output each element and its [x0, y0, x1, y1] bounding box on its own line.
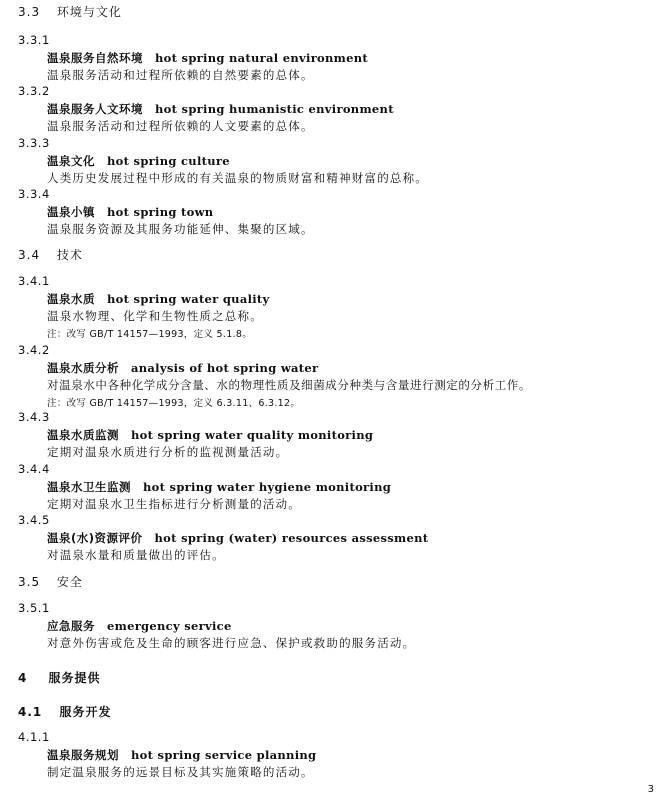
entry-number: 3.4.3 [18, 410, 50, 424]
term-en: hot spring town [107, 205, 214, 219]
term-en: emergency service [107, 619, 232, 633]
section-heading [18, 573, 83, 590]
term-cn: 温泉水卫生监测 [47, 480, 131, 494]
term-en: analysis of hot spring water [131, 361, 319, 375]
term-title [47, 618, 232, 634]
chapter-title: 服务提供 [48, 671, 101, 685]
chapter-heading [18, 669, 101, 686]
term-title [47, 50, 368, 66]
section-heading [18, 246, 83, 263]
term-title [47, 479, 391, 495]
term-cn: 温泉小镇 [47, 205, 95, 219]
entry-number: 3.3.2 [18, 84, 50, 98]
term-definition: 人类历史发展过程中形成的有关温泉的物质财富和精神财富的总称。 [47, 171, 428, 185]
term-definition: 对意外伤害或危及生命的顾客进行应急、保护或救助的服务活动。 [47, 636, 416, 650]
term-cn: 应急服务 [47, 619, 95, 633]
term-definition: 温泉服务活动和过程所依赖的自然要素的总体。 [47, 68, 314, 82]
term-en: hot spring water quality [107, 292, 270, 306]
term-cn: 温泉水质 [47, 292, 95, 306]
entry-number: 3.3.3 [18, 136, 50, 150]
term-definition: 温泉水物理、化学和生物性质之总称。 [47, 309, 263, 323]
term-definition: 温泉服务活动和过程所依赖的人文要素的总体。 [47, 119, 314, 133]
entry-number: 3.4.2 [18, 343, 50, 357]
section-number: 3.3 [18, 5, 41, 19]
section-title: 技术 [56, 248, 83, 262]
page-number: 3 [647, 784, 654, 795]
section-number: 3.4 [18, 248, 41, 262]
term-definition: 对温泉水中各种化学成分含量、水的物理性质及细菌成分种类与含量进行测定的分析工作。 [47, 378, 531, 392]
section-title: 环境与文化 [56, 5, 122, 19]
term-title [47, 291, 270, 307]
term-title [47, 204, 213, 220]
term-en: hot spring humanistic environment [155, 102, 394, 116]
term-title [47, 530, 428, 546]
term-cn: 温泉服务规划 [47, 748, 119, 762]
entry-number: 3.3.1 [18, 33, 50, 47]
term-title [47, 427, 373, 443]
chapter-number: 4 [18, 671, 28, 685]
term-en: hot spring (water) resources assessment [154, 531, 429, 545]
term-note: 注：改写 GB/T 14157—1993，定义 6.3.11、6.3.12。 [47, 398, 301, 409]
term-note: 注：改写 GB/T 14157—1993，定义 5.1.8。 [47, 329, 253, 340]
section-number: 3.5 [18, 575, 41, 589]
term-cn: 温泉水质监测 [47, 428, 119, 442]
term-definition: 定期对温泉水卫生指标进行分析测量的活动。 [47, 497, 301, 511]
entry-number: 3.4.1 [18, 274, 50, 288]
term-definition: 定期对温泉水质进行分析的监视测量活动。 [47, 445, 289, 459]
section-number: 4.1 [18, 705, 43, 719]
term-title [47, 747, 316, 763]
term-cn: 温泉服务人文环境 [47, 102, 143, 116]
section-title: 安全 [56, 575, 83, 589]
term-definition: 制定温泉服务的远景目标及其实施策略的活动。 [47, 765, 314, 779]
term-definition: 对温泉水量和质量做出的评估。 [47, 548, 225, 562]
entry-number: 3.5.1 [18, 601, 50, 615]
section-title: 服务开发 [59, 705, 112, 719]
term-en: hot spring culture [107, 154, 230, 168]
term-title [47, 101, 394, 117]
section-heading [18, 703, 111, 720]
term-en: hot spring natural environment [155, 51, 369, 65]
term-en: hot spring water quality monitoring [131, 428, 374, 442]
term-cn: 温泉(水)资源评价 [47, 531, 143, 545]
section-heading [18, 3, 122, 20]
term-en: hot spring service planning [131, 748, 317, 762]
entry-number: 3.3.4 [18, 187, 50, 201]
term-cn: 温泉服务自然环境 [47, 51, 143, 65]
entry-number: 3.4.5 [18, 513, 50, 527]
entry-number: 3.4.4 [18, 462, 50, 476]
term-definition: 温泉服务资源及其服务功能延伸、集聚的区域。 [47, 222, 314, 236]
term-cn: 温泉水质分析 [47, 361, 119, 375]
term-en: hot spring water hygiene monitoring [143, 480, 392, 494]
term-title [47, 360, 318, 376]
entry-number: 4.1.1 [18, 730, 50, 744]
term-cn: 温泉文化 [47, 154, 95, 168]
term-title [47, 153, 230, 169]
